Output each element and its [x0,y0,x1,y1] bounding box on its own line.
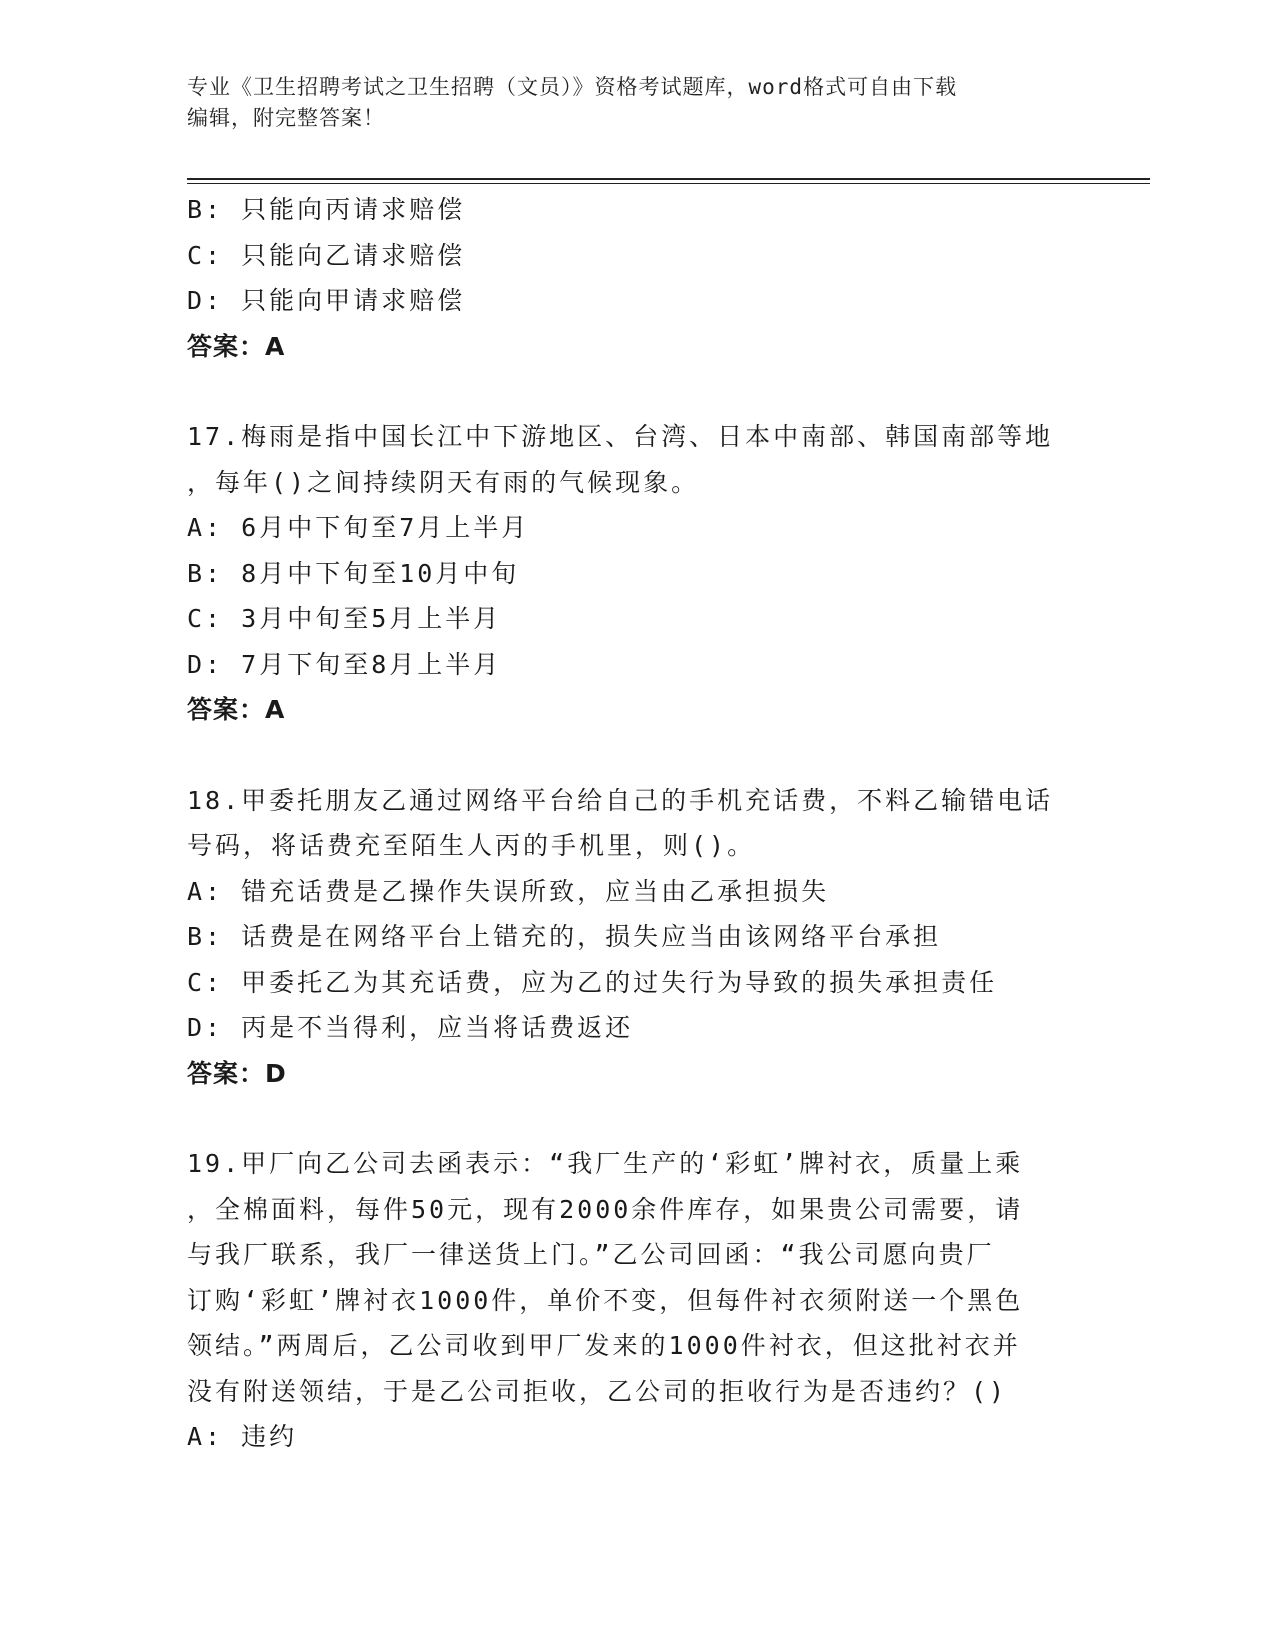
question-text: 19.甲厂向乙公司去函表示：“我厂生产的‘彩虹’牌衬衣，质量上乘 [187,1149,1024,1178]
question-block-16 [187,187,1087,369]
header-rule-thick [187,178,1150,180]
question-content [187,187,1087,1460]
option-c: C: 只能向乙请求赔偿 [187,240,466,270]
question-block-18 [187,778,1087,1097]
question-text: 17.梅雨是指中国长江中下游地区、台湾、日本中南部、韩国南部等地 [187,422,1054,451]
question-text: 没有附送领结，于是乙公司拒收，乙公司的拒收行为是否违约？() [187,1376,1008,1406]
option-b: B: 8月中下旬至10月中旬 [187,558,520,588]
header-line-2: 编辑，附完整答案！ [187,106,385,130]
option-d: D: 只能向甲请求赔偿 [187,286,466,315]
question-text: 领结。”两周后，乙公司收到甲厂发来的1000件衬衣，但这批衬衣并 [187,1331,1021,1360]
question-text: ，全棉面料，每件50元，现有2000余件库存，如果贵公司需要，请 [187,1194,1024,1224]
answer-line: 答案：A [187,695,286,724]
question-text: 18.甲委托朋友乙通过网络平台给自己的手机充话费，不料乙输错电话 [187,785,1054,815]
question-block-17 [187,414,1087,733]
answer-line: 答案：D [187,1058,287,1088]
question-text: ，每年()之间持续阴天有雨的气候现象。 [187,467,700,497]
option-b: B: 只能向丙请求赔偿 [187,195,466,224]
option-a: A: 6月中下旬至7月上半月 [187,513,530,542]
block-spacer [187,369,1087,414]
block-spacer [187,733,1087,778]
document-header [187,72,1067,134]
option-c: C: 3月中旬至5月上半月 [187,604,502,633]
block-spacer [187,1096,1087,1141]
question-text: 号码，将话费充至陌生人丙的手机里，则()。 [187,831,756,860]
question-block-19 [187,1141,1087,1460]
option-a: A: 违约 [187,1422,298,1451]
option-d: D: 丙是不当得利，应当将话费返还 [187,1013,634,1042]
header-line-1: 专业《卫生招聘考试之卫生招聘（文员）》资格考试题库，word格式可自由下载 [187,75,958,99]
option-b: B: 话费是在网络平台上错充的，损失应当由该网络平台承担 [187,922,942,951]
header-rule-thin [187,183,1150,184]
option-d: D: 7月下旬至8月上半月 [187,649,502,679]
answer-line: 答案：A [187,331,286,361]
question-text: 与我厂联系，我厂一律送货上门。”乙公司回函：“我公司愿向贵厂 [187,1240,995,1269]
option-c: C: 甲委托乙为其充话费，应为乙的过失行为导致的损失承担责任 [187,967,998,997]
option-a: A: 错充话费是乙操作失误所致，应当由乙承担损失 [187,876,830,906]
question-text: 订购‘彩虹’牌衬衣1000件，单价不变，但每件衬衣须附送一个黑色 [187,1285,1024,1315]
